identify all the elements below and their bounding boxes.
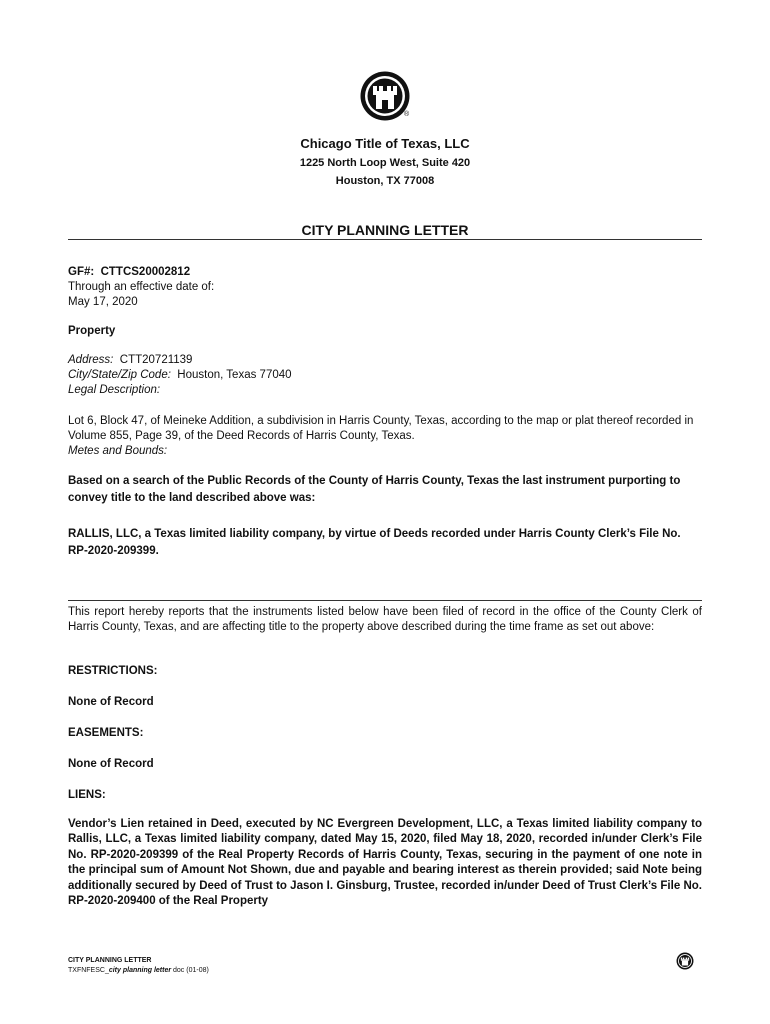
liens-heading: LIENS:	[68, 789, 106, 801]
company-address-line1: 1225 North Loop West, Suite 420	[299, 157, 471, 169]
property-details	[68, 353, 702, 398]
registered-mark: ®	[404, 111, 410, 118]
address-line	[68, 353, 702, 368]
footer-title: CITY PLANNING LETTER	[68, 957, 152, 964]
grantee-statement: RALLIS, LLC, a Texas limited liability company, by virtue of Deeds recorded under Harris County Clerk’s File No. RP-2020-209399.	[68, 528, 681, 557]
report-intro: This report hereby reports that the instruments listed below have been filed of record in the office of the County Clerk of Harris County, Texas, and are affecting title to the property above described during the time frame as set out above:	[68, 606, 702, 633]
gf-label: GF#:	[68, 266, 95, 278]
footer-doc-id	[68, 966, 209, 976]
restrictions-heading: RESTRICTIONS:	[68, 665, 158, 677]
legal-text: Lot 6, Block 47, of Meineke Addition, a subdivision in Harris County, Texas, according to the map or plat thereof recorded in Volume 855, Page 39, of the Deed Records of Harris County, Texas.	[68, 415, 694, 442]
footer-doc-suffix: doc (01-08)	[171, 967, 209, 974]
city-label: City/State/Zip Code:	[68, 369, 171, 381]
footer-doc-name: city planning letter	[108, 967, 172, 974]
property-heading: Property	[68, 325, 116, 337]
city-line	[68, 368, 702, 383]
address-value: CTT20721139	[119, 354, 193, 366]
metes-label: Metes and Bounds:	[68, 445, 168, 457]
company-address-line2: Houston, TX 77008	[335, 175, 435, 187]
restrictions-value: None of Record	[68, 696, 154, 708]
footer	[68, 956, 209, 976]
legal-description	[68, 414, 702, 459]
title-divider	[68, 239, 702, 240]
liens-text: Vendor’s Lien retained in Deed, executed by NC Evergreen Development, LLC, a Texas limited liability company to Rallis, LLC, a Texas limited liability company, dated May 15, 2020, filed May 18, 2020, recorded in/under Clerk’s File No. RP-2020-209399 of the Real Property Records of Harris County, Texas, securing in the payment of one note in the principal sum of Amount Not Shown, due and payable and bearing interest as therein provided; said Note being additionally secured by Deed of Trust to Jason I. Ginsburg, Trustee, recorded in/under Deed of Trust Clerk’s File No. RP-2020-209400 of the Real Property	[68, 818, 702, 908]
easements-value: None of Record	[68, 758, 154, 770]
legal-label: Legal Description:	[68, 384, 161, 396]
easements-heading: EASEMENTS:	[68, 727, 144, 739]
effective-date: May 17, 2020	[68, 296, 138, 308]
address-label: Address:	[68, 354, 114, 366]
gf-line	[68, 265, 702, 280]
castle-tower-seal-icon	[676, 952, 694, 970]
city-value: Houston, Texas 77040	[177, 369, 292, 381]
through-text: Through an effective date of:	[68, 281, 215, 293]
company-name: Chicago Title of Texas, LLC	[300, 136, 470, 151]
page-title: CITY PLANNING LETTER	[301, 222, 469, 238]
search-statement: Based on a search of the Public Records of the County of Harris County, Texas the last instrument purporting to convey title to the land described above was:	[68, 475, 681, 504]
section-divider	[68, 600, 702, 601]
gf-number: CTTCS20002812	[100, 266, 191, 278]
gf-block	[68, 265, 702, 310]
footer-doc-prefix: TXFNFESC_	[68, 967, 109, 974]
